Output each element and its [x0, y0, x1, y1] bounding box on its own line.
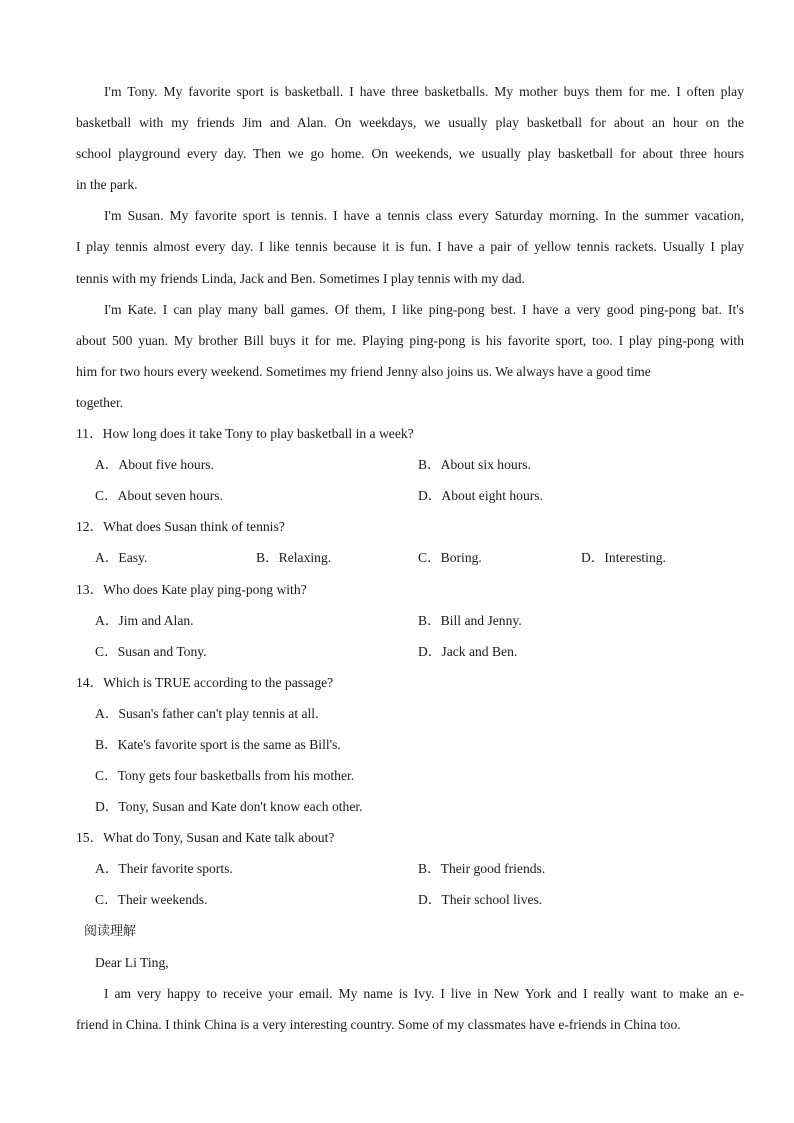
- option-d[interactable]: D．Interesting.: [581, 550, 666, 566]
- text-line: I am very happy to receive your email. My name is Ivy. I live in New York and I really want to make an e-: [104, 985, 744, 1001]
- option-b[interactable]: B．Their good friends.: [418, 861, 546, 877]
- text-line: him for two hours every weekend. Sometimes my friend Jenny also joins us. We always have a good time: [76, 363, 651, 379]
- option-row: [76, 884, 744, 915]
- option-a[interactable]: A．Jim and Alan.: [95, 612, 194, 628]
- question-11: [76, 418, 744, 511]
- question-stem: 15．What do Tony, Susan and Kate talk about?: [76, 830, 335, 846]
- option-row: [76, 449, 744, 480]
- option-row: [76, 605, 744, 636]
- text-line: together.: [76, 394, 124, 410]
- text-line: in the park.: [76, 177, 138, 193]
- option-b[interactable]: B．Relaxing.: [256, 550, 332, 566]
- text-line: I'm Tony. My favorite sport is basketball. I have three basketballs. My mother buys them for me. I often play: [104, 84, 744, 99]
- option-b[interactable]: B．Kate's favorite sport is the same as Bill's.: [95, 736, 341, 752]
- option-row: [76, 542, 744, 573]
- passage-paragraph-susan: [76, 200, 744, 293]
- text-line: tennis with my friends Linda, Jack and Ben. Sometimes I play tennis with my dad.: [76, 270, 525, 286]
- option-row: [76, 480, 744, 511]
- option-a[interactable]: A．About five hours.: [95, 457, 214, 473]
- option-row: [76, 636, 744, 667]
- question-stem: 13．Who does Kate play ping-pong with?: [76, 581, 307, 597]
- question-12: [76, 511, 744, 573]
- section-title: 阅读理解: [84, 923, 137, 939]
- text-line: I'm Kate. I can play many ball games. Of them, I like ping-pong best. I have a very good ping-pong bat. It's: [104, 301, 744, 317]
- question-stem: 12．What does Susan think of tennis?: [76, 519, 285, 535]
- option-row: [76, 853, 744, 884]
- option-d[interactable]: D．Jack and Ben.: [418, 643, 518, 659]
- text-line: I play tennis almost every day. I like tennis because it is fun. I have a pair of yellow tennis rackets. Usually I play: [76, 239, 744, 255]
- question-14: [76, 667, 744, 822]
- option-b[interactable]: B．About six hours.: [418, 457, 531, 473]
- passage-paragraph-tony: [76, 76, 744, 200]
- question-stem: 14．Which is TRUE according to the passage?: [76, 674, 334, 690]
- text-line: I'm Susan. My favorite sport is tennis. I have a tennis class every Saturday morning. In the summer vacation,: [104, 208, 744, 224]
- document-content: [76, 76, 744, 1040]
- option-a[interactable]: A．Their favorite sports.: [95, 861, 233, 877]
- text-line: friend in China. I think China is a very interesting country. Some of my classmates have e-friends in China too.: [76, 1016, 681, 1032]
- option-d[interactable]: D．Tony, Susan and Kate don't know each other.: [95, 799, 363, 815]
- question-15: [76, 822, 744, 915]
- letter: [76, 947, 744, 1040]
- option-c[interactable]: C．Boring.: [418, 550, 482, 566]
- option-d[interactable]: D．Their school lives.: [418, 892, 543, 908]
- option-a[interactable]: A．Easy.: [95, 550, 148, 566]
- option-a[interactable]: A．Susan's father can't play tennis at all.: [95, 705, 319, 721]
- letter-greeting: Dear Li Ting,: [95, 954, 169, 970]
- option-c[interactable]: C．Tony gets four basketballs from his mother.: [95, 768, 355, 784]
- option-c[interactable]: C．Susan and Tony.: [95, 643, 207, 659]
- text-line: school playground every day. Then we go home. On weekends, we usually play basketball for about three hours: [76, 146, 744, 162]
- option-b[interactable]: B．Bill and Jenny.: [418, 612, 522, 628]
- option-c[interactable]: C．Their weekends.: [95, 892, 208, 908]
- question-stem: 11．How long does it take Tony to play basketball in a week?: [76, 426, 414, 442]
- text-line: basketball with my friends Jim and Alan. On weekdays, we usually play basketball for about an hour on the: [76, 115, 744, 131]
- option-d[interactable]: D．About eight hours.: [418, 488, 543, 504]
- passage-paragraph-kate: [76, 294, 744, 418]
- question-13: [76, 574, 744, 667]
- text-line: about 500 yuan. My brother Bill buys it for me. Playing ping-pong is his favorite sport, too. I play ping-pong with: [76, 332, 744, 348]
- option-c[interactable]: C．About seven hours.: [95, 488, 223, 504]
